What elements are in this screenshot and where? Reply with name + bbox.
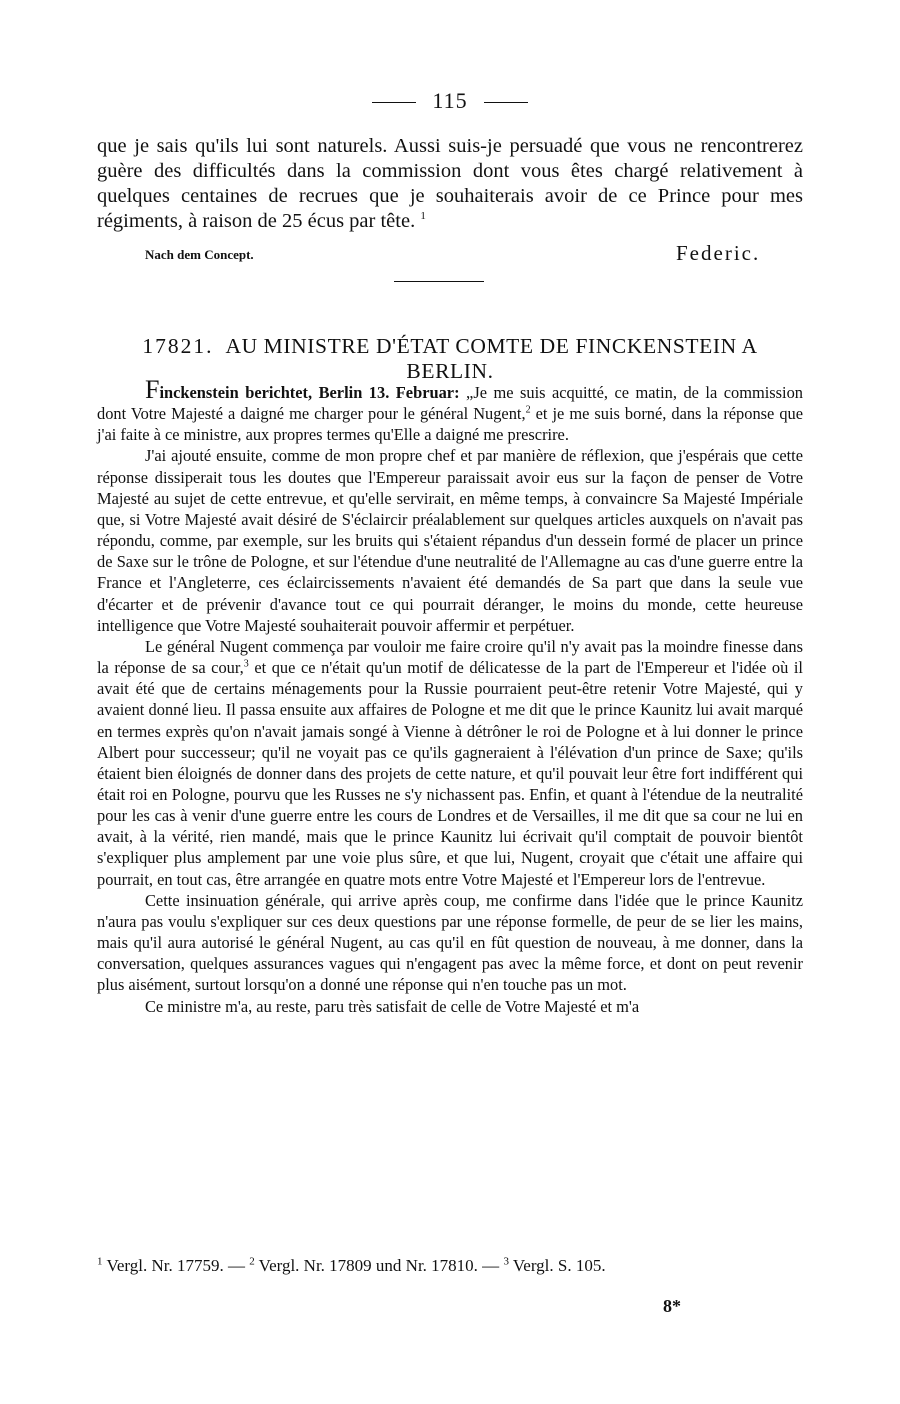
footnote-text: Vergl. Nr. 17759. — [106, 1256, 245, 1275]
signature-mark: 8* [663, 1296, 681, 1316]
concept-note: Nach dem Concept. [145, 247, 254, 262]
paragraph-5: Ce ministre m'a, au reste, paru très satisfait de celle de Votre Majesté et m'a [145, 996, 640, 1016]
paragraph-1 [97, 375, 803, 445]
page-header [0, 88, 900, 114]
p1-text-a: „Je me suis acquitté, ce matin, de la commission dont Votre Majesté a daigné me charger pour le général Nugent, [97, 383, 803, 424]
footnote-number: 1 [97, 1255, 103, 1268]
paragraph-4: Cette insinuation générale, qui arrive après coup, me confirme dans l'idée que le prince Kaunitz n'aura pas voulu s'expliquer sur ces deux questions par une réponse formelle, de peur de se lier les mains, mais qu'il aura autorisé le général Nugent, au cas qu'il en fût question de nouveau, à me donner, dans la conversation, quelques assurances vagues qui n'engagent pas avec la même force, et dont on peut revenir plus aisément, surtout lorsqu'on a donné une réponse qui n'en touche pas un mot. [97, 890, 803, 995]
footnote-ref: 3 [243, 658, 249, 670]
p1-text-b: et je me suis borné, dans la réponse que j'ai faite à ce ministre, aux propres termes qu'Elle a daigné me prescrire. [97, 404, 803, 445]
signature: Federic. [676, 241, 761, 265]
intro-text: inckenstein berichtet, Berlin 13. Februar: [159, 383, 460, 402]
footnotes [97, 1254, 803, 1278]
letter-number: 17821. [142, 334, 214, 358]
p3-text-a: Le général Nugent commença par vouloir me faire croire qu'il n'y avait pas la moindre finesse dans la réponse de sa cour, [97, 636, 803, 678]
footnote-ref: 2 [525, 404, 531, 416]
footnote-number: 2 [249, 1255, 255, 1268]
drop-initial: F [145, 375, 160, 404]
header-rule-left [372, 102, 416, 103]
section-divider [394, 281, 484, 282]
page-number: 115 [432, 88, 468, 113]
letter-title: AU MINISTRE D'ÉTAT COMTE DE FINCKENSTEIN A BERLIN. [225, 334, 758, 383]
lead-paragraph [97, 134, 803, 234]
lead-text: que je sais qu'ils lui sont naturels. Aussi suis-je persuadé que vous ne rencontrerez guère des difficultés dans la commission dont vous êtes chargé relativement à quelques centaines de recrues que je souhaiterais avoir de ce Prince pour mes régiments, à raison de 25 écus par tête. [97, 135, 803, 232]
header-rule-right [484, 102, 528, 103]
paragraph-3 [97, 636, 803, 890]
footnote-number: 3 [503, 1255, 509, 1268]
letter-body [97, 375, 803, 1017]
footnote-text: Vergl. S. 105. [512, 1256, 606, 1275]
letter-heading [97, 334, 803, 384]
p3-text-b: et que ce n'était qu'un motif de délicatesse de la part de l'Empereur et l'idée où il avait été que de certains ménagements pour la Russie pourraient peut-être retenir Votre Majesté, qui y avaient donné lieu. Il passa ensuite aux affaires de Pologne et me dit que le prince Kaunitz lui avait marqué en termes exprès qu'on n'avait jamais songé à Vienne à détrôner le roi de Pologne et à lui donner le prince Albert pour successeur; qu'il ne voyait pas ce qu'ils gagneraient à l'élévation d'un prince de Saxe; qu'ils étaient bien éloignés de donner dans des projets de cette nature, et qu'il pouvait leur être fort indifférent qui était roi en Pologne, pourvu que les Russes ne s'y nichassent pas. Enfin, et quant à l'étendue de la neutralité pour les cas à venir d'une guerre entre les cours de Londres et de Versailles, il me dit que sa cour ne lui en avait, à la vérité, rien mandé, mais que le prince Kaunitz lui écrivait qu'il comptait de pouvoir bientôt s'expliquer plus amplement par une voie plus sûre, et que lui, Nugent, croyait que c'était une affaire qui pourrait, en tout cas, être arrangée en quatre mots entre Votre Majesté et l'Empereur lors de l'entrevue. [97, 658, 803, 889]
paragraph-2: J'ai ajouté ensuite, comme de mon propre chef et par manière de réflexion, que j'espérais que cette réponse dissiperait tous les doutes que l'Empereur paraissait avoir eus sur la façon de penser de Votre Majesté au sujet de cette entrevue, et qu'elle servirait, en même temps, à convaincre Sa Majesté Impériale que, si Votre Majesté avait désiré de S'éclaircir préalablement sur quelques articles auxquels on n'avait pas répondu, comme, par exemple, sur les bruits qui s'étaient répandus d'un dessein formé de placer un prince de Saxe sur le trône de Pologne, et sur l'étendue d'une neutralité de l'Allemagne au cas d'une guerre entre la France et l'Angleterre, ces éclaircissements n'avaient été demandés de Sa part que dans la seule vue d'écarter et de prévenir d'avance tout ce qui pourrait déranger, le moins du monde, cette heureuse intelligence que Votre Majesté souhaiterait pouvoir affermir et perpétuer. [97, 446, 803, 635]
footnote-ref: 1 [420, 210, 426, 223]
footnote-text: Vergl. Nr. 17809 und Nr. 17810. — [258, 1256, 500, 1275]
